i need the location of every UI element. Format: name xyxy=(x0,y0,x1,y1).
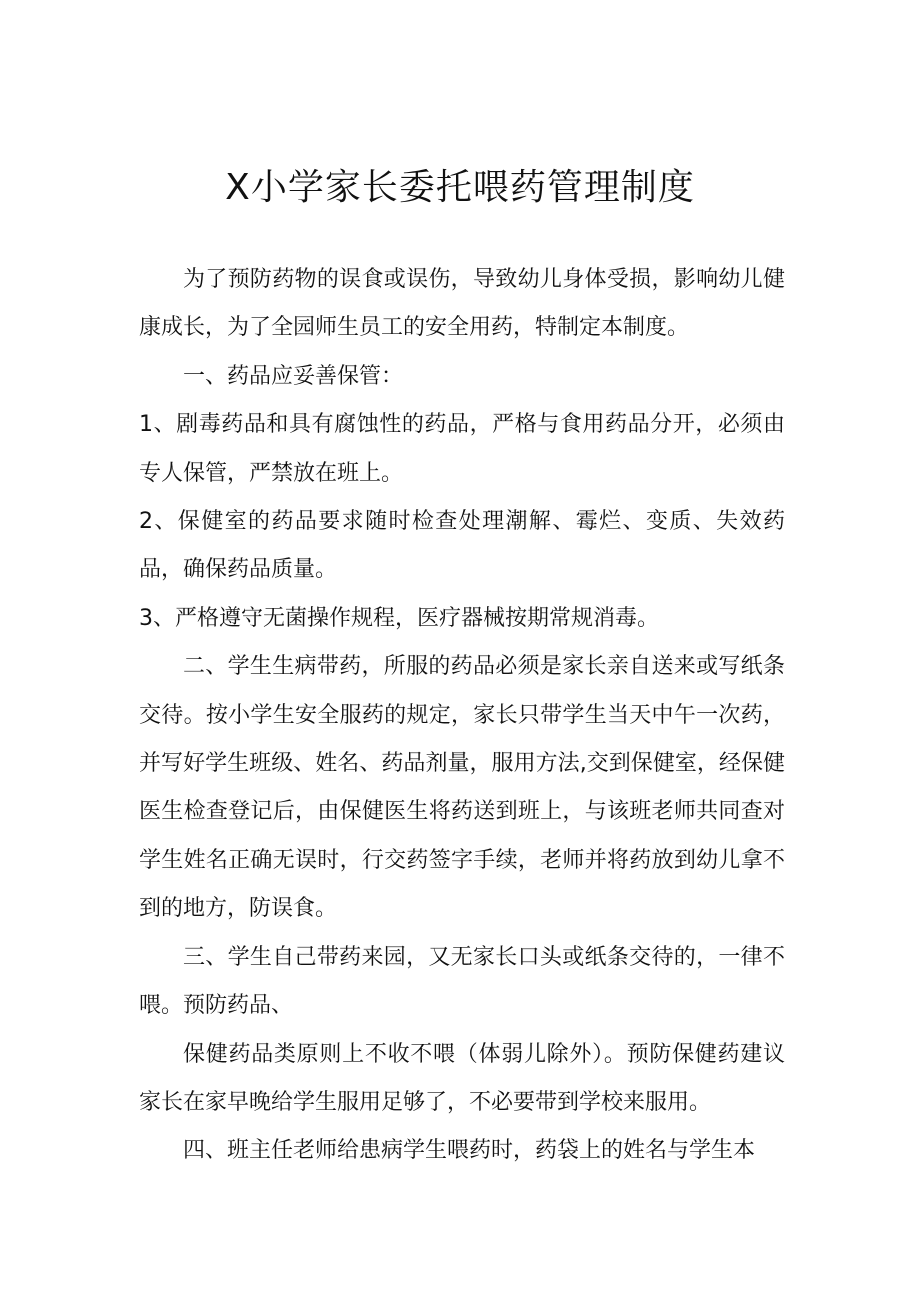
paragraph-section-4: 四、班主任老师给患病学生喂药时，药袋上的姓名与学生本 xyxy=(183,1138,756,1164)
document-title: X小学家长委托喂药管理制度 xyxy=(225,167,695,208)
paragraph-item-1: 1、剧毒药品和具有腐蚀性的药品，严格与食用药品分开，必须由专人保管，严禁放在班上。 xyxy=(139,412,785,486)
paragraph-section-1-heading: 一、药品应妥善保管： xyxy=(183,363,404,389)
paragraph-item-3: 3、严格遵守无菌操作规程，医疗器械按期常规消毒。 xyxy=(139,605,659,631)
paragraph-section-3-continued: 保健药品类原则上不收不喂（体弱儿除外）。预防保健药建议家长在家早晚给学生服用足够了，不必要带到学校来服用。 xyxy=(139,1041,785,1115)
paragraph-section-2: 二、学生生病带药，所服的药品必须是家长亲自送来或写纸条交待。按小学生安全服药的规定，家长只带学生当天中午一次药，并写好学生班级、姓名、药品剂量，服用方法,交到保健室，经保健医生检查登记后，由保健医生将药送到班上，与该班老师共同查对学生姓名正确无误时，行交药签字手续，老师并将药放到幼儿拿不到的地方，防误食。 xyxy=(139,654,785,922)
document-body xyxy=(139,256,785,1176)
paragraph-intro: 为了预防药物的误食或误伤，导致幼儿身体受损，影响幼儿健康成长，为了全园师生员工的安全用药，特制定本制度。 xyxy=(139,267,785,341)
paragraph-section-3: 三、学生自己带药来园，又无家长口头或纸条交待的，一律不喂。预防药品、 xyxy=(139,944,785,1019)
paragraph-item-2: 2、保健室的药品要求随时检查处理潮解、霉烂、变质、失效药品，确保药品质量。 xyxy=(139,509,785,583)
